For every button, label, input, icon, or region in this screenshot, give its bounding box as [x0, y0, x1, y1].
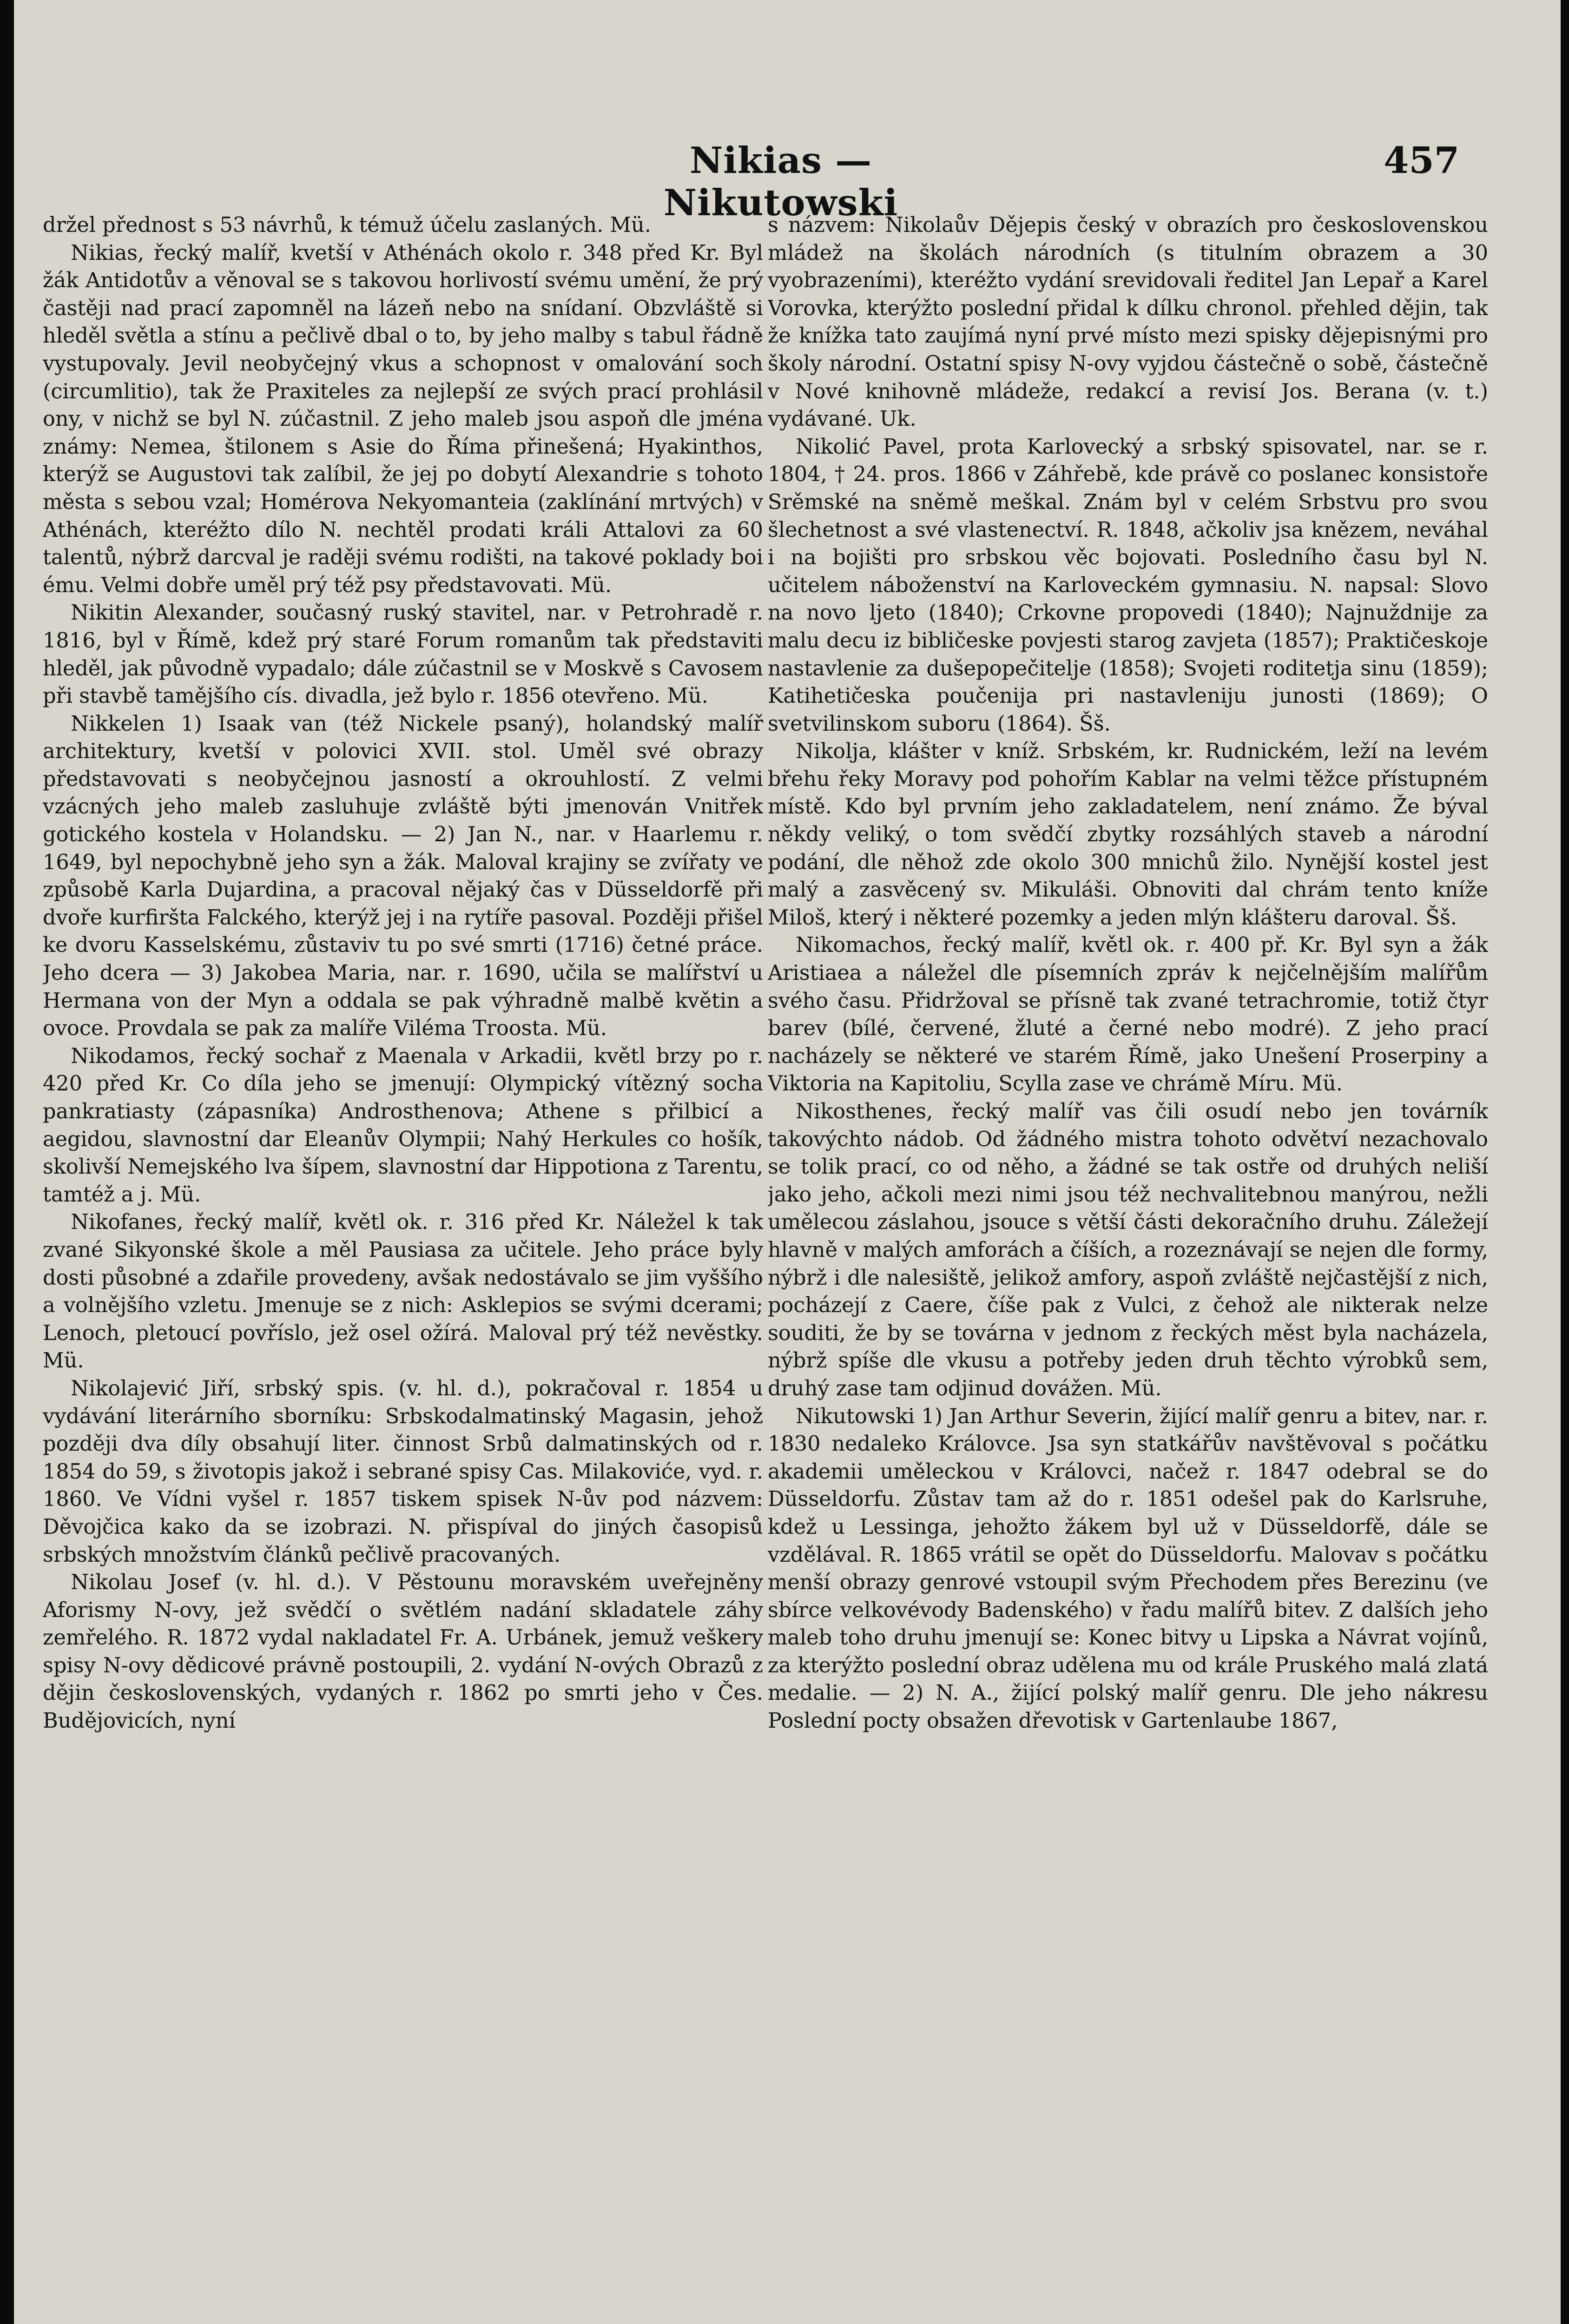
scan-edge-left: [0, 0, 14, 2324]
right-column: [768, 211, 1488, 2324]
entry-continuation: držel přednost s 53 návrhů, k témuž účelu zaslaných. Mü.: [43, 213, 651, 237]
entry-nikosthenes: Nikosthenes, řecký malíř vas čili osudí nebo jen továrník takovýchto nádob. Od žádného mistra tohoto odvětví nezachovalo se tolik prací, co od něho, a žádné se tak ostře od druhých neliší jako jeho, ačkoli mezi nimi jsou též nechvalitebnou manýrou, nežli umělecou záslahou, jsouce s větší části dekoračního druhu. Záležejí hlavně v malých amforách a číších, a rozeznávají se nejen dle formy, nýbrž i dle nalesiště, jelikož amfory, aspoň zvláště nejčastější z nich, pocházejí z Caere, číše pak z Vulci, z čehož ale nikterak nelze souditi, že by se továrna v jednom z řeckých měst byla nacházela, nýbrž spíše dle vkusu a potřeby jeden druh těchto výrobků sem, druhý zase tam odjinud dovážen. Mü.: [768, 1099, 1488, 1400]
entry-nikkelen: Nikkelen 1) Isaak van (též Nickele psaný), holandský malíř architektury, kvetší v polovici XVII. stol. Uměl své obrazy představovati s neobyčejnou jasností a okrouhlostí. Z velmi vzácných jeho maleb zasluhuje zvláště býti jmenován Vnitřek gotického kostela v Holandsku. — 2) Jan N., nar. v Haarlemu r. 1649, byl nepochybně jeho syn a žák. Maloval krajiny se zvířaty ve způsobě Karla Dujardina, a pracoval nějaký čas v Düsseldorfě při dvoře kurfiršta Falckého, kterýž jej i na rytíře pasoval. Později přišel ke dvoru Kasselskému, zůstaviv tu po své smrti (1716) četné práce. Jeho dcera — 3) Jakobea Maria, nar. r. 1690, učila se malířství u Hermana von der Myn a oddala se pak výhradně malbě květin a ovoce. Provdala se pak za malíře Viléma Troosta. Mü.: [43, 711, 763, 1041]
page-number: 457: [1384, 139, 1459, 182]
entry-nikolajevic: Nikolajević Jiří, srbský spis. (v. hl. d.), pokračoval r. 1854 u vydávání literárního sborníku: Srbskodalmatinský Magasin, jehož později dva díly obsahují liter. činnost Srbů dalmatinských od r. 1854 do 59, s životopis jakož i sebrané spisy Cas. Milakoviće, vyd. r. 1860. Ve Vídni vyšel r. 1857 tiskem spisek N-ův pod názvem: Děvojčica kako da se izobrazi. N. přispíval do jiných časopisů srbských množstvím článků pečlivě pracovaných.: [43, 1376, 763, 1567]
entry-nikomachos: Nikomachos, řecký malíř, květl ok. r. 400 př. Kr. Byl syn a žák Aristiaea a náležel dle písemních zpráv k nejčelnějším malířům svého času. Přidržoval se přísně tak zvané tetrachromie, totiž čtyr barev (bílé, červené, žluté a černé nebo modré). Z jeho prací nacházely se některé ve starém Římě, jako Unešení Proserpiny a Viktoria na Kapitoliu, Scylla zase ve chrámě Míru. Mü.: [768, 933, 1488, 1096]
entry-nikolja: Nikolja, klášter v kníž. Srbském, kr. Rudnickém, leží na levém břehu řeky Moravy pod pohořím Kablar na velmi těžce přístupném místě. Kdo byl prvním jeho zakladatelem, není známo. Že býval někdy veliký, o tom svědčí zbytky rozsáhlých staveb a národní podání, dle něhož zde okolo 300 mnichů žilo. Nynější kostel jest malý a zasvěcený sv. Mikuláši. Obnoviti dal chrám tento kníže Miloš, který i některé pozemky a jeden mlýn klášteru daroval. Šš.: [768, 739, 1488, 930]
page-header: [0, 139, 1569, 224]
entry-nikofanes: Nikofanes, řecký malíř, květl ok. r. 316 před Kr. Náležel k tak zvané Sikyonské škole a měl Pausiasa za učitele. Jeho práce byly dosti působné a zdařile provedeny, avšak nedostávalo se jim vyššího a volnějšího vzletu. Jmenuje se z nich: Asklepios se svými dcerami; Lenoch, pletoucí povříslo, jež osel ožírá. Maloval prý též nevěstky. Mü.: [43, 1210, 763, 1373]
entry-nikitin: Nikitin Alexander, současný ruský stavitel, nar. v Petrohradě r. 1816, byl v Římě, kdež prý staré Forum romanům tak představiti hleděl, jak původně vypadalo; dále zúčastnil se v Moskvě s Cavosem při stavbě tamějšího cís. divadla, jež bylo r. 1856 otevřeno. Mü.: [43, 601, 763, 708]
entry-nikolau: Nikolau Josef (v. hl. d.). V Pěstounu moravském uveřejněny Aforismy N-ovy, jež svědčí o světlém nadání skladatele záhy zemřelého. R. 1872 vydal nakladatel Fr. A. Urbánek, jemuž veškery spisy N-ovy dědicové právně postoupili, 2. vydání N-ových Obrazů z dějin československých, vydaných r. 1862 po smrti jeho v Čes. Budějovicích, nyní: [43, 1570, 763, 1733]
left-column: [43, 211, 763, 2324]
entry-nikutowski: Nikutowski 1) Jan Arthur Severin, žijící malíř genru a bitev, nar. r. 1830 nedaleko Královce. Jsa syn statkářův navštěvoval s počátku akademii uměleckou v Královci, načež r. 1847 odebral se do Düsseldorfu. Zůstav tam až do r. 1851 odešel pak do Karlsruhe, kdež u Lessinga, jehožto žákem byl už v Düsseldorfě, dále se vzdělával. R. 1865 vrátil se opět do Düsseldorfu. Malovav s počátku menší obrazy genrové vstoupil svým Přechodem přes Berezinu (ve sbírce velkovévody Badenského) v řadu malířů bitev. Z dalších jeho maleb toho druhu jmenují se: Konec bitvy u Lipska a Návrat vojínů, za kterýžto poslední obraz udělena mu od krále Pruského malá zlatá medalie. — 2) N. A., žijící polský malíř genru. Dle jeho nákresu Poslední pocty obsažen dřevotisk v Gartenlaube 1867,: [768, 1404, 1488, 1733]
entry-nikias: Nikias, řecký malíř, kvetší v Athénách okolo r. 348 před Kr. Byl žák Antidotův a věnoval se s takovou horlivostí svému umění, že prý častěji nad prací zapomněl na lázeň nebo na snídaní. Obzvláště si hleděl světla a stínu a pečlivě dbal o to, by jeho malby s tabul řádně vystupovaly. Jevil neobyčejný vkus a schopnost v omalování soch (circumlitio), tak že Praxiteles za nejlepší ze svých prací prohlásil ony, v nichž se byl N. zúčastnil. Z jeho maleb jsou aspoň dle jména známy: Nemea, štilonem s Asie do Říma přinešená; Hyakinthos, kterýž se Augustovi tak zalíbil, že jej po dobytí Alexandrie s tohoto města s sebou vzal; Homérova Nekyomanteia (zaklínání mrtvých) v Athénách, kteréžto dílo N. nechtěl prodati králi Attalovi za 60 talentů, nýbrž darcval je raději svému rodišti, na takové poklady boi ému. Velmi dobře uměl prý též psy představovati. Mü.: [43, 240, 763, 597]
entry-nikodamos: Nikodamos, řecký sochař z Maenala v Arkadii, květl brzy po r. 420 před Kr. Co díla jeho se jmenují: Olympický vítězný socha pankratiasty (zápasníka) Androsthenova; Athene s přilbicí a aegidou, slavnostní dar Eleanův Olympii; Nahý Herkules co hošík, skolivší Nemejského lva šípem, slavnostní dar Hippotiona z Tarentu, tamtéž a j. Mü.: [43, 1043, 763, 1207]
entry-nikolic: Nikolić Pavel, prota Karlovecký a srbský spisovatel, nar. se r. 1804, † 24. pros. 1866 v Záhřebě, kde právě co poslanec konsistoře Srěmské na sněmě meškal. Znám byl v celém Srbstvu pro svou šlechetnost a své vlastenectví. R. 1848, ačkoliv jsa knězem, neváhal i na bojišti pro srbskou věc bojovati. Posledního času byl N. učitelem náboženství na Karloveckém gymnasiu. N. napsal: Slovo na novo ljeto (1840); Crkovne propovedi (1840); Najnuždnije za malu decu iz bibličeske povjesti starog zavjeta (1857); Praktičeskoje nastavlenie za dušepopečitelje (1858); Svojeti roditetja sinu (1859); Katihetičeska poučenija pri nastavleniju junosti (1869); O svetvilinskom suboru (1864). Šš.: [768, 434, 1488, 736]
entry-continuation-right: s názvem: Nikolaův Dějepis český v obrazích pro československou mládež na školách národních (s titulním obrazem a 30 vyobrazeními), kteréžto vydání srevidovali ředitel Jan Lepař a Karel Vorovka, kterýžto poslední přidal k dílku chronol. přehled dějin, tak že knížka tato zaujímá nyní prvé místo mezi spisky dějepisnými pro školy národní. Ostatní spisy N-ovy vyjdou částečně o sobě, částečně v Nové knihovně mládeže, redakcí a revisí Jos. Berana (v. t.) vydávané. Uk.: [768, 213, 1488, 431]
scan-edge-right: [1561, 0, 1569, 2324]
running-title: Nikias — Nikutowski: [663, 139, 898, 224]
